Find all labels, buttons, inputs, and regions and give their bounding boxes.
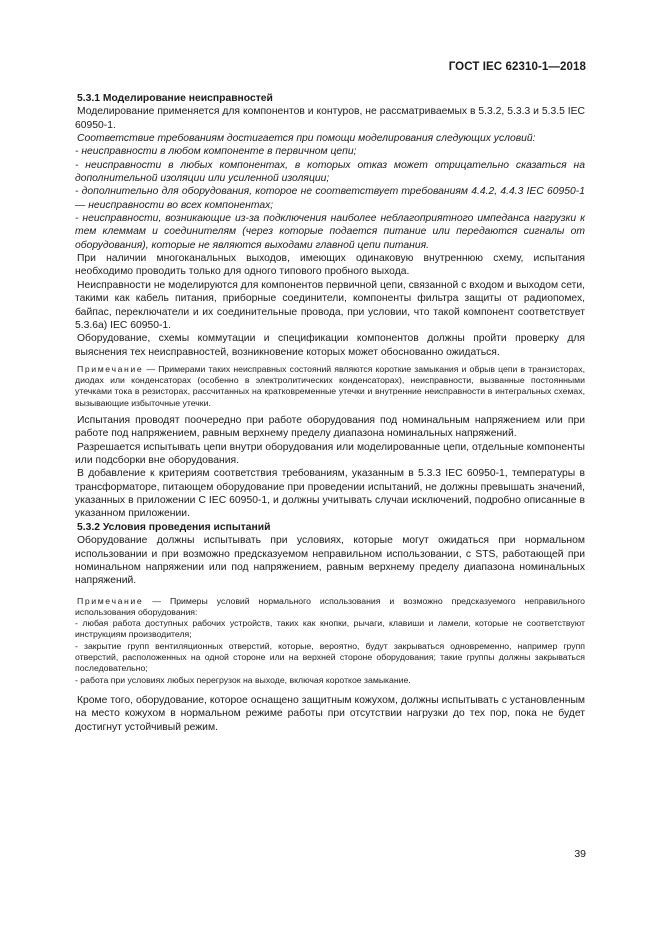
note-text: — Примеры условий нормального использования и возможно предсказуемого неправильного использования оборудования: bbox=[75, 595, 585, 617]
paragraph: Неисправности не моделируются для компонентов первичной цепи, связанной с входом и выходом сети, такими как кабель питания, приборные соединители, компоненты фильтра защиты от радиопомех, байпас, переключатели и их соединительные провода, при условии, что такой компонент соответствует 5.3.6а) IEC 60950-1. bbox=[75, 279, 585, 331]
page-content bbox=[75, 92, 585, 734]
paragraph: Испытания проводят поочередно при работе оборудования под номинальным напряжением или при работе под напряжением, равным верхнему пределу диапазона номинальных напряжений. bbox=[75, 415, 585, 440]
compliance-item: - дополнительно для оборудования, которое не соответствует требованиям 4.4.2, 4.4.3 IEC 60950-1 — неисправности во всех компонентах; bbox=[75, 186, 585, 211]
note-2 bbox=[75, 596, 585, 619]
compliance-item: - неисправности, возникающие из-за подключения наиболее неблагоприятного импеданса нагрузки к тем клеммам и соединителям (через которые подается питание или передаются сигналы от оборудования), которые не являются выходами главной цепи питания. bbox=[75, 213, 585, 251]
compliance-item: - неисправности в любых компонентах, в которых отказ может отрицательно сказаться на дополнительной изоляции или усиленной изоляции; bbox=[75, 159, 585, 185]
note-text: — Примерами таких неисправных состояний являются короткие замыкания и обрыв цепи в транзисторах, диодах или конденсаторах (особенно в электролитических конденсаторах), неисправности, вызванные постоянными утечками тока в резисторах, рассчитанных на кратковременные утечки и внутренние неисправности в интегральных схемах, вызывающие избыточные утечки. bbox=[75, 363, 585, 408]
note-1 bbox=[75, 364, 585, 409]
note-label: Примечание bbox=[77, 595, 144, 606]
compliance-item: - неисправности в любом компоненте в первичном цепи; bbox=[75, 146, 357, 158]
paragraph: Оборудование, схемы коммутации и спецификации компонентов должны пройти проверку для выяснения тех неисправностей, возникновение которых может обоснованно ожидаться. bbox=[75, 333, 585, 358]
note-item: - любая работа доступных рабочих устройств, таких как кнопки, рычаги, клавиши и ламели, которые не соответствуют инструкциям производителя; bbox=[75, 618, 585, 640]
note-label: Примечание bbox=[77, 363, 144, 374]
closing-paragraph: Кроме того, оборудование, которое оснащено защитным кожухом, должны испытывать с установленным на место кожухом в нормальном режиме работы при отсутствии нагрузки до тех пор, пока не будет достигнут устойчивый режим. bbox=[75, 694, 585, 733]
section-532-intro: Оборудование должны испытывать при условиях, которые могут ожидаться при нормальном использовании и при возможно предсказуемом неправильном использовании, с STS, работающей при номинальном напряжении или под напряжением, равным верхнему пределу диапазона номинальных напряжений. bbox=[75, 535, 585, 587]
section-531-heading: 5.3.1 Моделирование неисправностей bbox=[77, 93, 273, 104]
note-item: - закрытие групп вентиляционных отверстий, которые, вероятно, будут закрываться одновременно, например групп отверстий, расположенных на одной стороне или на верхней стороне оборудования; такие группы должны закрываться последовательно; bbox=[75, 640, 585, 674]
page-number: 39 bbox=[574, 848, 586, 860]
section-531-intro: Моделирование применяется для компонентов и контуров, не рассматриваемых в 5.3.2, 5.3.3 и 5.3.5 IEC 60950-1. bbox=[75, 106, 585, 131]
paragraph: Разрешается испытывать цепи внутри оборудования или моделированные цепи, отдельные компоненты или подсборки вне оборудования. bbox=[75, 441, 585, 467]
paragraph: В добавление к критериям соответствия требованиям, указанным в 5.3.3 IEC 60950-1, температуры в трансформаторе, питающем оборудование при проведении испытаний, не должны превышать значений, указанных в приложении С IEC 60950-1, и должны учитывать случаи исключений, подробно описанные в указанном приложении. bbox=[75, 468, 585, 520]
paragraph: При наличии многоканальных выходов, имеющих одинаковую внутреннюю схему, испытания необходимо проводить только для одного типового пробного выхода. bbox=[75, 253, 585, 278]
section-532-heading: 5.3.2 Условия проведения испытаний bbox=[77, 521, 271, 533]
standard-designation: ГОСТ IEC 62310-1—2018 bbox=[448, 61, 586, 73]
compliance-lead: Соответствие требованиям достигается при помощи моделирования следующих условий: bbox=[77, 133, 536, 145]
note-item: - работа при условиях любых перегрузок на выходе, включая короткое замыкание. bbox=[75, 674, 411, 685]
